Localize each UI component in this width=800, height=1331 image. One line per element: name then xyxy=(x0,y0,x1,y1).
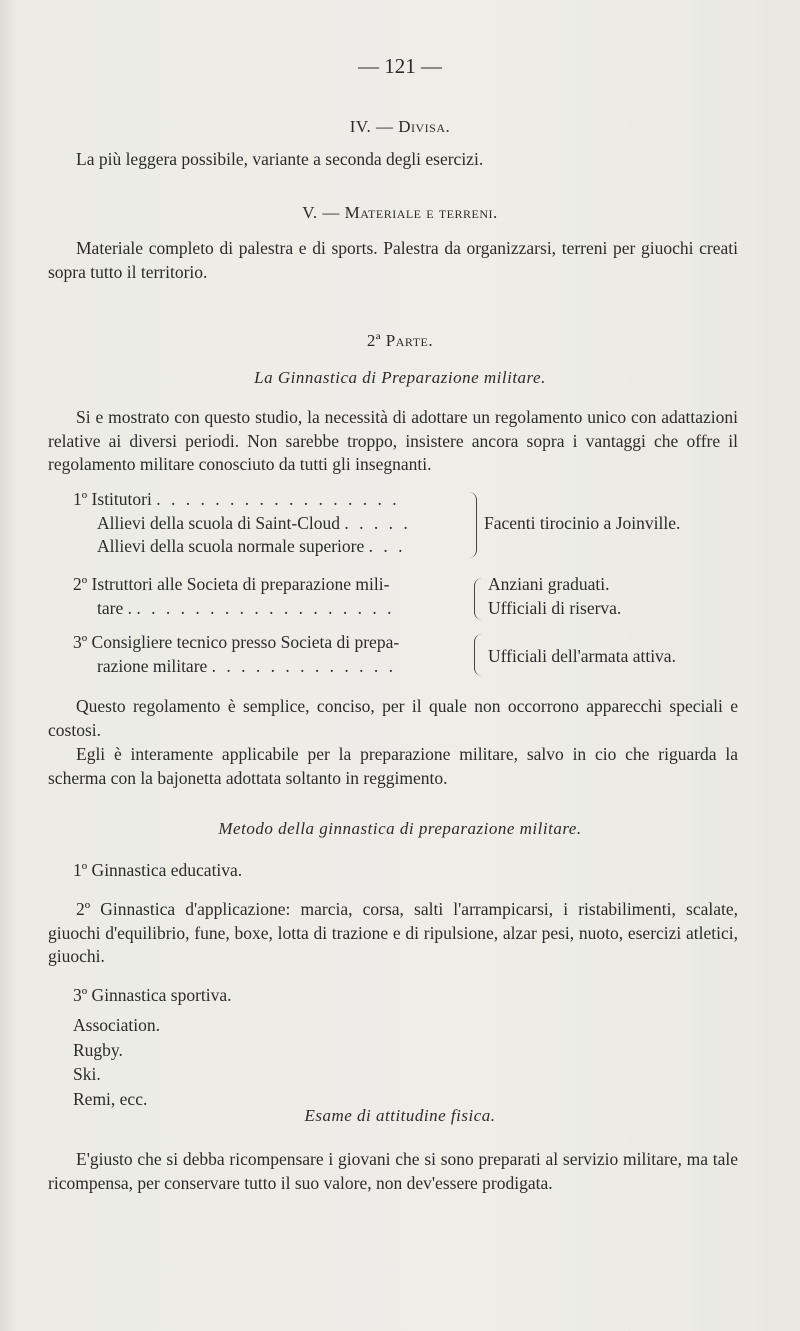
method-item-2: 2º Ginnastica d'applicazione: marcia, corsa, salti l'arrampicarsi, i ristabilimenti, scalate, giuochi d'equilibrio, fune, boxe, lotta di trazione e di ripulsione, alzar pesi, nuoto, esercizi atletici, giuochi. xyxy=(48,899,738,967)
brace-1 xyxy=(466,492,477,558)
section-5-text: Materiale completo di palestra e di sports. Palestra da organizzarsi, terreni per giuochi creati sopra tutto il territorio. xyxy=(48,238,738,282)
group-1-line-1: 1º Istitutori xyxy=(73,489,152,509)
after-list-p2: Egli è interamente applicabile per la preparazione militare, salvo in cio che riguarda la scherma con la bajonetta adottata soltanto in reggimento. xyxy=(48,744,738,788)
brace-3 xyxy=(474,634,485,676)
section-4-text: La più leggera possibile, variante a seconda degli esercizi. xyxy=(76,149,484,169)
group-2-line-1: 2º Istruttori alle Societa di preparazione mili- xyxy=(73,574,390,594)
group-2-right-1: Anziani graduati. xyxy=(488,574,610,594)
group-1-line-2: Allievi della scuola di Saint-Cloud xyxy=(97,512,341,533)
section-4-title: Divisa. xyxy=(398,117,451,136)
exam-title: Esame di attitudine fisica. xyxy=(304,1106,496,1125)
method-item-3: 3º Ginnastica sportiva. xyxy=(73,985,232,1005)
part-2-intro: Si e mostrato con questo studio, la necessità di adottare un regolamento unico con adattazioni relative ai diversi periodi. Non sarebbe troppo, insistere ancora sopra i vantaggi che offre il regolamento militare conosciuto da tutti gli insegnanti. xyxy=(48,407,738,475)
section-5-title: Materiale e terreni. xyxy=(344,203,498,222)
method-item-1: 1º Ginnastica educativa. xyxy=(73,860,243,880)
section-5-roman: V. — xyxy=(302,203,340,222)
instructor-group-2: 2º Istruttori alle Societa di preparazione mili- tare . . . . . . . . . . . . . . . . . . . xyxy=(73,574,395,618)
sport-item: Ski. xyxy=(73,1064,101,1084)
group-3-line-1: 3º Consigliere tecnico presso Societa di prepa- xyxy=(73,632,400,652)
group-1-right: Facenti tirocinio a Joinville. xyxy=(484,513,681,533)
group-3-line-2: razione militare xyxy=(97,655,208,676)
method-title: Metodo della ginnastica di preparazione militare. xyxy=(218,819,582,838)
sport-item: Rugby. xyxy=(73,1039,123,1060)
part-2-subtitle: La Ginnastica di Preparazione militare. xyxy=(254,368,546,387)
instructor-group-3: 3º Consigliere tecnico presso Societa di prepa- razione militare . . . . . . . . . . . . . xyxy=(73,632,400,676)
section-5-heading xyxy=(0,203,800,223)
group-2-line-2: tare . xyxy=(97,597,132,618)
group-3-right: Ufficiali dell'armata attiva. xyxy=(488,646,676,666)
section-4-heading xyxy=(0,117,800,137)
sports-list xyxy=(73,1013,160,1111)
group-1-line-3: Allievi della scuola normale superiore xyxy=(97,536,365,556)
brace-2 xyxy=(474,578,485,620)
page-number: — 121 — xyxy=(358,54,442,78)
part-2-heading: 2ª Parte. xyxy=(366,331,434,350)
exam-text: E'giusto che si debba ricompensare i giovani che si sono preparati al servizio militare, ma tale ricompensa, per conservare tutto il suo valore, non dev'essere prodigata. xyxy=(48,1149,738,1193)
after-list-p1: Questo regolamento è semplice, conciso, per il quale non occorrono apparecchi speciali e costosi. xyxy=(48,696,738,740)
group-2-right xyxy=(488,573,621,620)
instructor-group-1: 1º Istitutori . . . . . . . . . . . . . . . . . Allievi della scuola di Saint-Cloud . . . . . Allievi della scuola normale superiore . . . xyxy=(73,489,411,556)
group-2-right-2: Ufficiali di riserva. xyxy=(488,597,622,618)
sport-item: Remi, ecc. xyxy=(73,1088,148,1109)
section-4-roman: IV. — xyxy=(349,117,394,136)
sport-item: Association. xyxy=(73,1015,161,1035)
